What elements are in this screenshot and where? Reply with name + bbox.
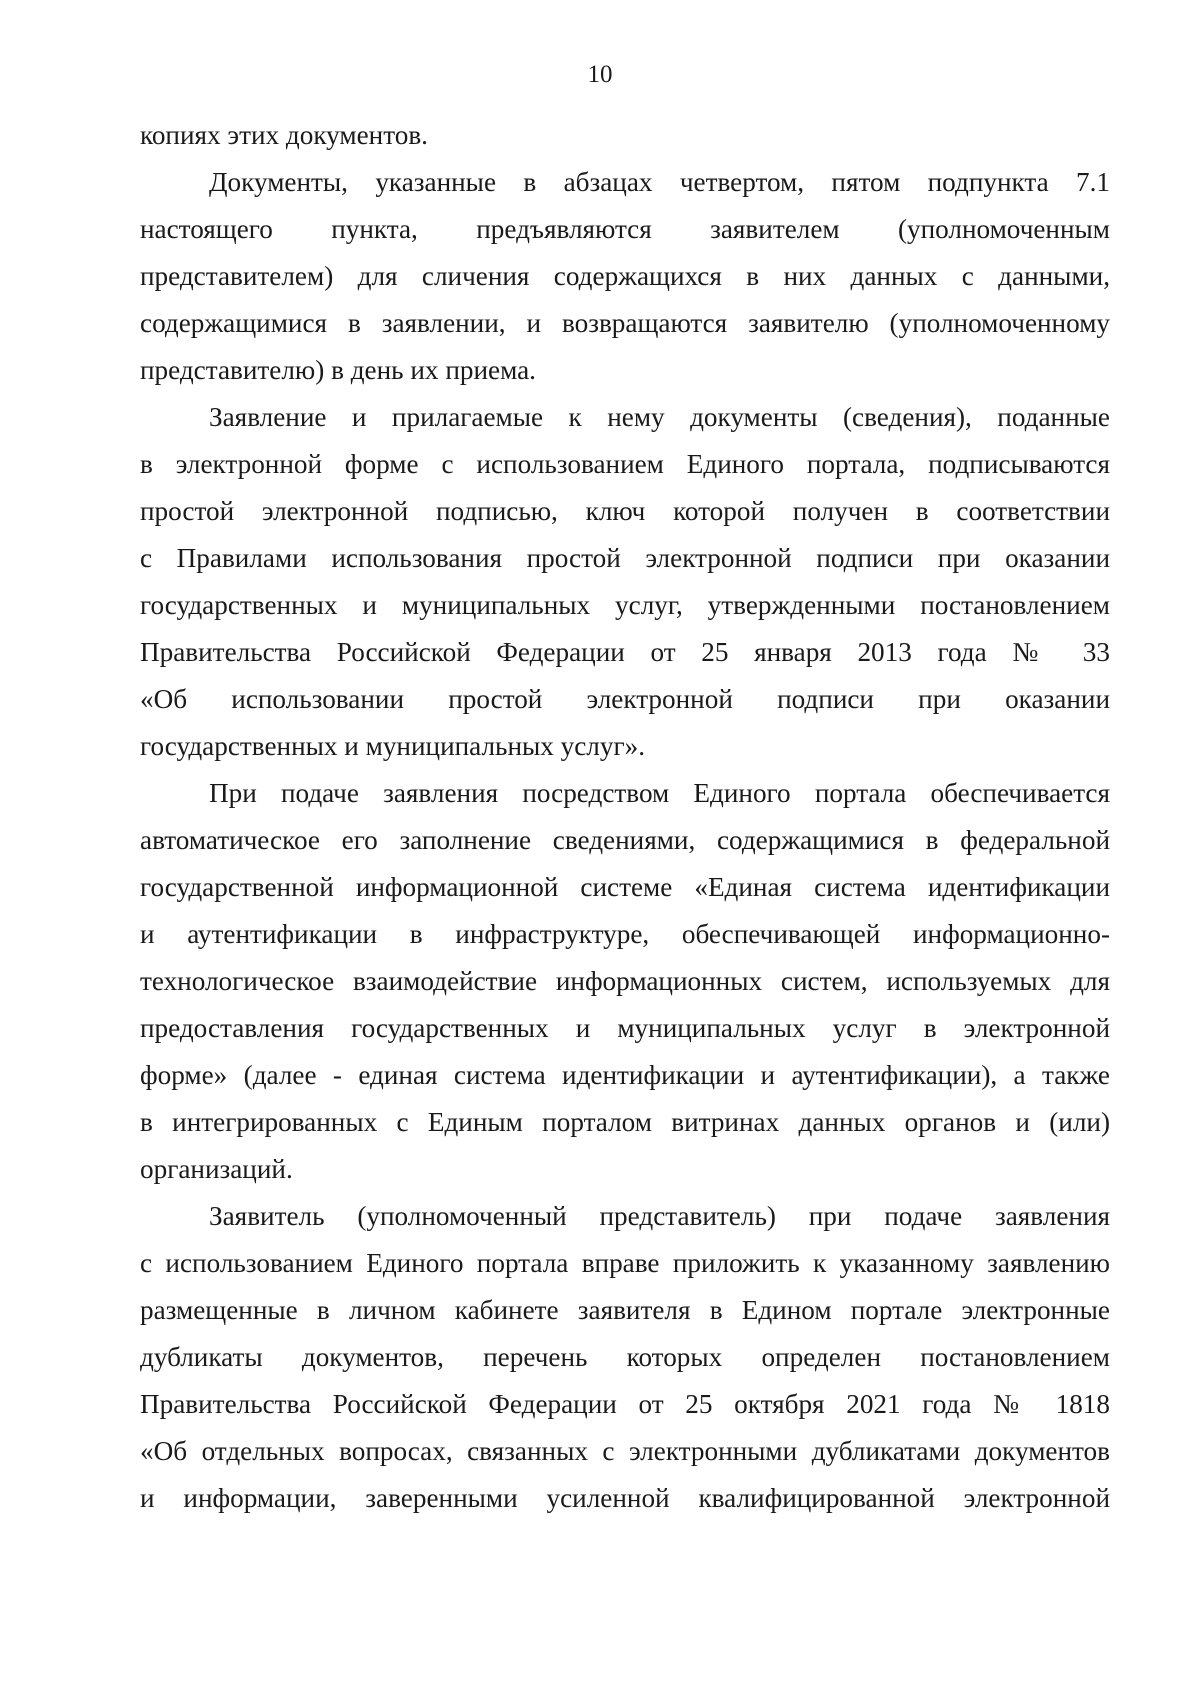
text-line: и аутентификации в инфраструктуре, обеспечивающей информационно- — [140, 919, 1110, 949]
text-line: и информации, заверенными усиленной квалифицированной электронной — [140, 1483, 1110, 1513]
text-line: форме» (далее - единая система идентификации и аутентификации), а также — [140, 1060, 1110, 1090]
text-line: дубликаты документов, перечень которых определен постановлением — [140, 1342, 1110, 1372]
text-line: представителю) в день их приема. — [140, 355, 536, 385]
text-line: представителем) для сличения содержащихся в них данных с данными, — [140, 261, 1110, 291]
text-line: автоматическое его заполнение сведениями, содержащимися в федеральной — [140, 825, 1110, 855]
text-line: простой электронной подписью, ключ которой получен в соответствии — [140, 496, 1110, 526]
text-line: организаций. — [140, 1154, 293, 1184]
text-line: копиях этих документов. — [140, 120, 428, 150]
text-line: технологическое взаимодействие информационных систем, используемых для — [140, 966, 1110, 996]
text-line: с использованием Единого портала вправе приложить к указанному заявлению — [140, 1248, 1110, 1278]
text-line: При подаче заявления посредством Единого портала обеспечивается — [209, 778, 1110, 808]
text-line: содержащимися в заявлении, и возвращаются заявителю (уполномоченному — [140, 308, 1110, 338]
paragraph — [140, 394, 1110, 770]
text-line: Документы, указанные в абзацах четвертом, пятом подпункта 7.1 — [209, 167, 1110, 197]
text-line: государственной информационной системе «Единая система идентификации — [140, 872, 1110, 902]
text-line: Правительства Российской Федерации от 25 октября 2021 года № 1818 — [140, 1389, 1110, 1419]
text-line: с Правилами использования простой электронной подписи при оказании — [140, 543, 1110, 573]
paragraph — [140, 770, 1110, 1193]
text-line: государственных и муниципальных услуг, утвержденными постановлением — [140, 590, 1110, 620]
text-line: Правительства Российской Федерации от 25 января 2013 года № 33 — [140, 637, 1110, 667]
text-line: Заявление и прилагаемые к нему документы (сведения), поданные — [209, 402, 1110, 432]
text-line: государственных и муниципальных услуг». — [140, 731, 646, 761]
paragraph — [140, 159, 1110, 394]
paragraph — [140, 112, 1110, 159]
text-line: размещенные в личном кабинете заявителя в Едином портале электронные — [140, 1295, 1110, 1325]
text-line: в интегрированных с Единым порталом витринах данных органов и (или) — [140, 1107, 1110, 1137]
text-line: предоставления государственных и муниципальных услуг в электронной — [140, 1013, 1110, 1043]
text-line: «Об отдельных вопросах, связанных с электронными дубликатами документов — [140, 1436, 1110, 1466]
document-body — [140, 112, 1110, 1522]
text-line: настоящего пункта, предъявляются заявителем (уполномоченным — [140, 214, 1110, 244]
paragraph — [140, 1193, 1110, 1522]
page-number: 10 — [587, 61, 613, 88]
text-line: в электронной форме с использованием Единого портала, подписываются — [140, 449, 1110, 479]
text-line: Заявитель (уполномоченный представитель) при подаче заявления — [209, 1201, 1110, 1231]
text-line: «Об использовании простой электронной подписи при оказании — [140, 684, 1110, 714]
